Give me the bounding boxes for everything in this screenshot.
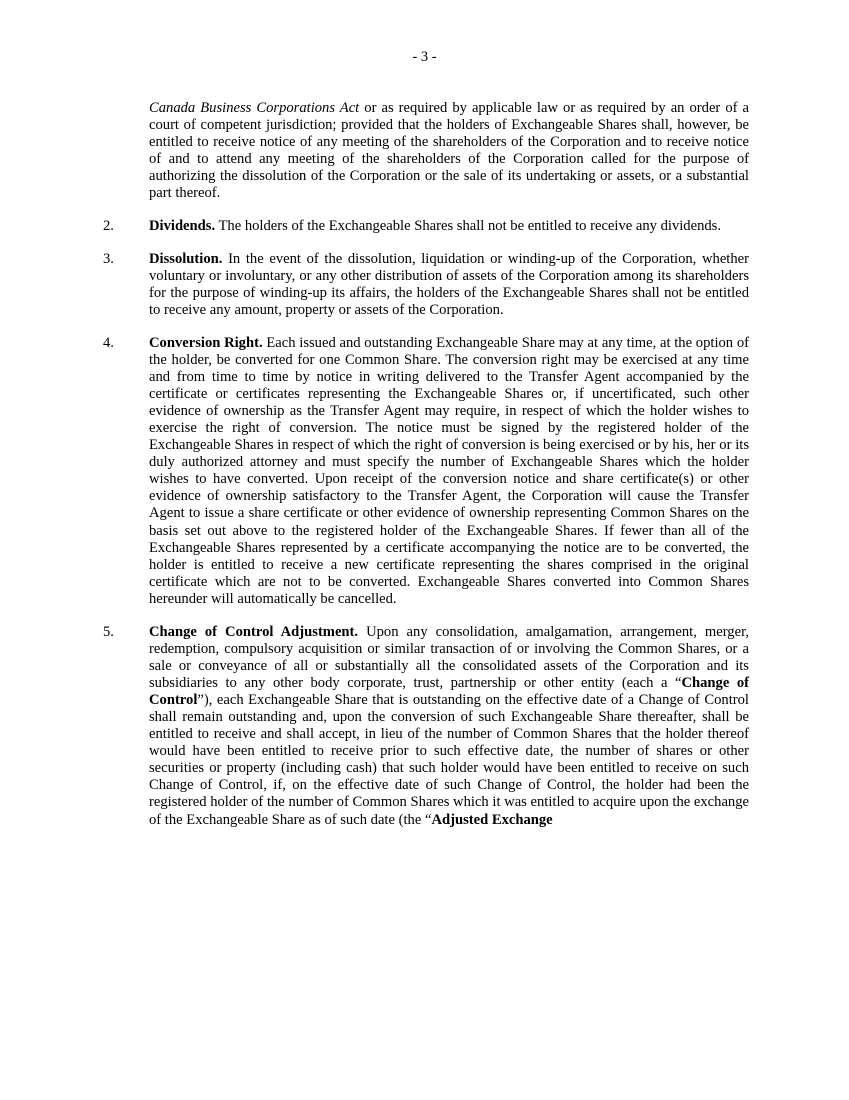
section-number: 4. [103, 334, 114, 351]
section-conversion-right [103, 334, 750, 609]
section-text: The holders of the Exchangeable Shares shall not be entitled to receive any dividends. [218, 218, 722, 235]
section-number: 5. [103, 623, 114, 640]
section-dissolution [103, 250, 749, 319]
section-text: Each issued and outstanding Exchangeable Share may at any time, at the option of the holder, be converted for one Common Share. The conversion right may be exercised at any time and from time to time by notice in writing delivered to the Transfer Agent accompanied by the certificate or certificates representing the Exchangeable Shares or, if uncertificated, such other evidence of ownership as the Transfer Agent may require, in respect of which the holder wishes to exercise the right of conversion. The notice must be signed by the registered holder of the Exchangeable Shares in respect of which the right of conversion is being exercised or by his, her or its duly authorized attorney and must specify the number of Exchangeable Shares which the holder wishes to have converted. Upon receipt of the conversion notice and share certificate(s) or other evidence of ownership satisfactory to the Transfer Agent, the Corporation will cause the Transfer Agent to issue a share certificate or other evidence of ownership representing Common Shares on the basis set out above to the registered holder of the Exchangeable Shares. If fewer than all of the Exchangeable Shares represented by a certificate accompanying the notice are to be converted, the holder is entitled to receive a new certificate representing the shares comprised in the original certificate which are not to be converted. Exchangeable Shares converted into Common Shares hereunder will automatically be cancelled. [149, 334, 750, 607]
document-body [103, 100, 750, 844]
section-number: 2. [103, 218, 114, 235]
intro-text: or as required by applicable law or as required by an order of a court of competent jurisdiction; provided that the holders of Exchangeable Shares shall, however, be entitled to receive notice of any meeting of the shareholders of the Corporation and to receive notice of and to attend any meeting of the shareholders of the Corporation called for the purpose of authorizing the dissolution of the Corporation or the sale of its undertaking or assets, or a substantial part thereof. [149, 100, 749, 202]
section-paragraph [149, 624, 749, 829]
defined-term-change-of-control: Change of Control [149, 674, 749, 708]
section-heading: Dissolution. [149, 250, 223, 267]
section-dividends [103, 218, 749, 235]
act-name: Canada Business Corporations Act [149, 100, 360, 116]
section-paragraph [149, 251, 749, 319]
page-number: - 3 - [412, 49, 437, 65]
section-paragraph [149, 218, 749, 235]
section-change-of-control [103, 623, 749, 829]
section-number: 3. [103, 250, 114, 267]
section-heading: Conversion Right. [149, 334, 263, 351]
section-paragraph [149, 335, 749, 609]
intro-paragraph [149, 100, 749, 203]
section-text: Upon any consolidation, amalgamation, arrangement, merger, redemption, compulsory acquisition or similar transaction of or involving the Common Shares, or a sale or conveyance of all or substantially all the consolidated assets of the Corporation and its subsidiaries to any other body corporate, trust, partnership or other entity (each a “ [149, 623, 749, 691]
section-text: In the event of the dissolution, liquidation or winding-up of the Corporation, whether voluntary or involuntary, or any other distribution of assets of the Corporation among its shareholders for the purpose of winding-up its affairs, the holders of the Exchangeable Shares shall not be entitled to receive any amount, property or assets of the Corporation. [149, 250, 749, 318]
section-heading: Dividends. [149, 218, 216, 235]
section-text-continued: ”), each Exchangeable Share that is outstanding on the effective date of a Change of Control shall remain outstanding and, upon the conversion of such Exchangeable Share thereafter, shall be entitled to receive and shall accept, in lieu of the number of Common Shares that the holder thereof would have been entitled to receive prior to such effective date, the number of shares or other securities or property (including cash) that such holder would have been entitled to receive on such Change of Control, if, on the effective date of such Change of Control, the holder had been the registered holder of the number of Common Shares which it was entitled to acquire upon the exchange of the Exchangeable Share as of such date (the “ [149, 691, 749, 828]
defined-term-adjusted-exchange: Adjusted Exchange [431, 811, 553, 828]
section-heading: Change of Control Adjustment. [149, 623, 359, 640]
